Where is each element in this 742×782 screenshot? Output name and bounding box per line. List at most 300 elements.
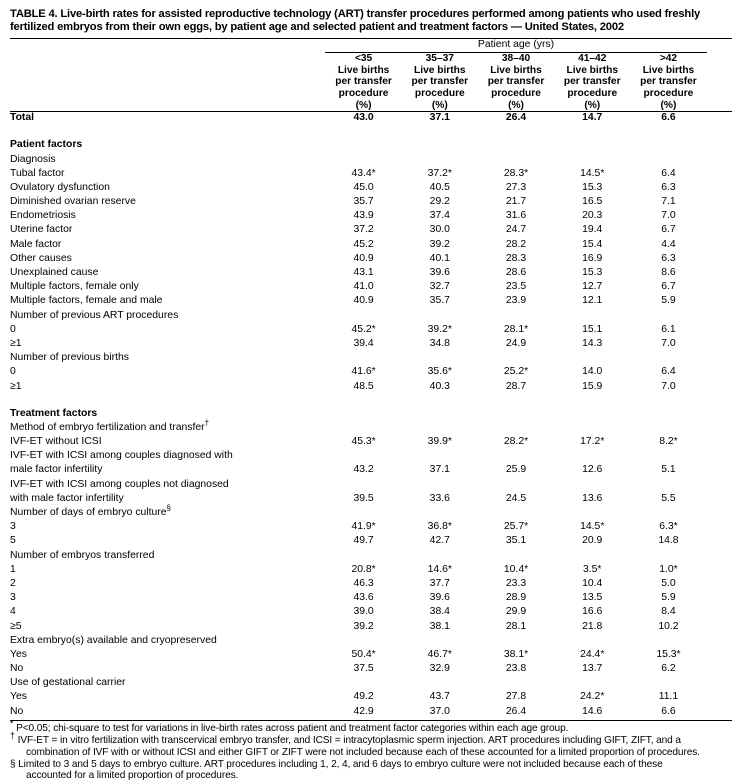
column-header-1 [402, 53, 478, 111]
table-row [10, 691, 732, 705]
row-pad [707, 691, 732, 705]
cell-value: 12.7 [582, 281, 603, 293]
cell-value: 41.6* [351, 366, 376, 378]
table-row [10, 324, 732, 338]
col0-line2: per transfer [335, 76, 392, 88]
cell-value [325, 422, 401, 436]
row-label-part2: male factor infertility [10, 464, 103, 476]
row-pad [707, 649, 732, 663]
cell-value [325, 479, 401, 493]
cell-value: 15.3* [656, 648, 681, 660]
cell-value: 39.2 [353, 620, 374, 632]
cell-value: 43.0 [353, 112, 374, 124]
cell-value [402, 310, 478, 324]
cell-value: 28.6 [505, 267, 527, 279]
cell-value: 39.2* [427, 323, 452, 335]
col0-line4: (%) [355, 99, 372, 111]
cell-value: 15.9 [582, 380, 603, 392]
cell-value: 7.0 [661, 337, 676, 349]
cell-value: 38.1* [503, 648, 529, 660]
col4-age: >42 [659, 53, 678, 65]
row-pad [707, 324, 732, 338]
cell-value: 23.9 [505, 295, 527, 307]
cell-value [478, 154, 554, 168]
col1-age: 35–37 [425, 53, 454, 65]
group-heading: Number of previous ART procedures [10, 309, 179, 321]
col4-line4: (%) [660, 99, 677, 111]
cell-value [325, 139, 401, 153]
cell-value: 43.4* [351, 167, 376, 179]
row-label-part1: IVF-ET with ICSI among couples not diagnosed [10, 478, 229, 490]
group-heading: Use of gestational carrier [10, 677, 126, 689]
cell-value: 17.2* [580, 436, 605, 448]
row-label: 2 [10, 577, 16, 589]
row-label: 4 [10, 606, 16, 618]
cell-value: 19.4 [582, 224, 603, 236]
cell-value [402, 154, 478, 168]
cell-value [630, 310, 706, 324]
row-label: Male factor [10, 238, 62, 250]
row-pad [707, 507, 732, 521]
cell-value: 8.6 [661, 267, 676, 279]
table-row [10, 663, 732, 677]
table-row-total [10, 112, 732, 126]
cell-value [630, 422, 706, 436]
row-pad [707, 182, 732, 196]
row-label: 3 [10, 521, 16, 533]
cell-value: 23.8 [505, 663, 527, 675]
cell-value: 35.7 [429, 295, 450, 307]
footnotes [10, 718, 732, 782]
cell-value: 39.5 [353, 492, 374, 504]
cell-value: 41.0 [353, 281, 374, 293]
cell-value: 8.2* [659, 436, 678, 448]
row-label: 0 [10, 366, 16, 378]
cell-value [630, 450, 706, 464]
cell-value: 40.9 [353, 295, 374, 307]
cell-value: 6.3 [661, 181, 676, 193]
cell-value: 6.3* [659, 521, 678, 533]
col2-line4: (%) [508, 99, 524, 111]
cell-value: 43.2 [353, 464, 374, 476]
cell-value: 41.9* [351, 521, 376, 533]
cell-value: 37.2* [427, 167, 452, 179]
table-row [10, 649, 732, 663]
cell-value: 37.7 [429, 577, 450, 589]
row-pad [707, 479, 732, 493]
cell-value: 11.1 [658, 691, 679, 703]
row-label: No [10, 663, 24, 675]
section-heading: Treatment factors [10, 407, 98, 419]
cell-value [478, 507, 554, 521]
cell-value [478, 352, 554, 366]
table-row [10, 253, 732, 267]
cell-value: 6.2 [661, 663, 676, 675]
row-pad [707, 422, 732, 436]
row-pad [707, 224, 732, 238]
table-row [10, 381, 732, 395]
cell-value: 6.6 [661, 705, 676, 717]
footnote [10, 718, 732, 735]
cell-value: 43.9 [353, 210, 374, 222]
cell-value: 32.7 [429, 281, 450, 293]
cell-value: 37.5 [353, 663, 374, 675]
row-pad [707, 521, 732, 535]
row-label: ≥1 [10, 380, 22, 392]
cell-value [478, 139, 554, 153]
cell-value [478, 677, 554, 691]
cell-value: 35.7 [353, 196, 374, 208]
cell-value [554, 422, 630, 436]
cell-value: 21.8 [582, 620, 603, 632]
col4-line1: Live births [642, 64, 695, 76]
cell-value: 23.5 [505, 281, 527, 293]
cell-value [478, 422, 554, 436]
col2-line1: Live births [490, 64, 542, 76]
section-heading-row [10, 408, 732, 422]
cell-value: 49.2 [353, 691, 374, 703]
footnote-text: Limited to 3 and 5 days to embryo culture. ART procedures including 1, 2, 4, and 6 days to embryo culture were not included because each of these [15, 758, 663, 770]
row-pad [707, 550, 732, 564]
cell-value: 24.5 [505, 492, 527, 504]
row-label: No [10, 705, 24, 717]
row-label: Unexplained cause [10, 267, 99, 279]
row-pad [707, 564, 732, 578]
cell-value [325, 507, 401, 521]
cell-value: 37.1 [429, 464, 450, 476]
cell-value [554, 635, 630, 649]
cell-value [402, 352, 478, 366]
row-label: Yes [10, 648, 27, 660]
group-heading-row [10, 635, 732, 649]
group-heading: Method of embryo fertilization and transfer† [10, 418, 210, 433]
table-body [10, 112, 732, 720]
row-label: 0 [10, 323, 16, 335]
cell-value [478, 479, 554, 493]
cell-value: 5.0 [661, 577, 676, 589]
cell-value: 33.6 [429, 492, 450, 504]
footnote-text-continued: accounted for a limited proportion of procedures. [26, 770, 239, 782]
cell-value: 6.4 [661, 167, 676, 179]
cell-value: 30.0 [429, 224, 450, 236]
cell-value: 39.9* [427, 436, 452, 448]
cell-value [402, 479, 478, 493]
cell-value: 7.0 [661, 380, 676, 392]
cell-value: 38.4 [429, 606, 450, 618]
table-row [10, 592, 732, 606]
row-pad [707, 168, 732, 182]
cell-value: 20.3 [582, 210, 603, 222]
group-heading: Number of days of embryo culture§ [10, 503, 171, 519]
row-label: IVF-ET without ICSI [10, 436, 102, 448]
row-pad [707, 450, 732, 464]
spanner-row [10, 39, 732, 51]
row-pad [707, 352, 732, 366]
cell-value: 46.3 [353, 577, 374, 589]
cell-value [402, 422, 478, 436]
group-heading-row [10, 352, 732, 366]
cell-value [630, 677, 706, 691]
cell-value: 5.1 [661, 464, 676, 476]
cell-value: 45.2* [351, 323, 376, 335]
table-row [10, 493, 732, 507]
cell-value: 26.4 [505, 705, 527, 717]
cell-value: 6.4 [661, 366, 676, 378]
table-bottom-rule [10, 720, 732, 721]
group-heading: Extra embryo(s) available and cryopreserved [10, 634, 217, 646]
cell-value [554, 450, 630, 464]
cell-value [325, 550, 401, 564]
row-pad [707, 112, 732, 126]
cell-value: 15.3 [582, 267, 603, 279]
cell-value: 14.8 [658, 535, 679, 547]
row-label: ≥5 [10, 620, 22, 632]
row-label: Ovulatory dysfunction [10, 181, 110, 193]
table-row [10, 338, 732, 352]
cell-value: 45.3* [351, 436, 376, 448]
column-header-4 [630, 53, 706, 111]
cell-value: 39.6 [429, 592, 450, 604]
column-header-0 [325, 53, 401, 111]
row-pad [707, 154, 732, 168]
table-row [10, 267, 732, 281]
cell-value: 10.2 [658, 620, 679, 632]
cell-value: 6.6 [661, 112, 676, 124]
row-label: Multiple factors, female and male [10, 295, 163, 307]
section-gap [10, 395, 732, 408]
cell-value: 16.6 [582, 606, 603, 618]
column-header-3 [554, 53, 630, 111]
table-row [10, 521, 732, 535]
row-pad [707, 310, 732, 324]
cell-value [630, 479, 706, 493]
cell-value: 28.7 [505, 380, 527, 392]
cell-value [554, 352, 630, 366]
row-pad [707, 295, 732, 309]
column-header-blank [10, 53, 325, 111]
cell-value: 24.2* [580, 691, 605, 703]
col3-line4: (%) [584, 99, 601, 111]
col3-age: 41–42 [578, 53, 607, 65]
cell-value [402, 408, 478, 422]
table-row [10, 168, 732, 182]
row-label: Yes [10, 691, 27, 703]
cell-value: 42.9 [353, 705, 374, 717]
table-row [10, 224, 732, 238]
spacer-cell [10, 395, 732, 408]
row-pad [707, 253, 732, 267]
col1-line1: Live births [414, 64, 466, 76]
cell-value: 3.5* [582, 563, 602, 575]
cell-value: 16.9 [582, 252, 603, 264]
cell-value: 8.4 [661, 606, 676, 618]
cell-value: 27.3 [505, 181, 527, 193]
cell-value [325, 154, 401, 168]
col2-age: 38–40 [501, 53, 531, 65]
table-row-wrap [10, 479, 732, 493]
cell-value: 24.7 [505, 224, 527, 236]
cell-value: 14.0 [582, 366, 603, 378]
column-header-row [10, 53, 732, 111]
cell-value: 29.9 [505, 606, 527, 618]
cell-value: 28.1* [503, 323, 529, 335]
col0-line3: procedure [338, 87, 389, 99]
table-row [10, 239, 732, 253]
row-label: ≥1 [10, 337, 22, 349]
row-label: Diminished ovarian reserve [10, 196, 136, 208]
row-label: Multiple factors, female only [10, 281, 139, 293]
cell-value: 39.6 [429, 267, 450, 279]
group-heading-row [10, 422, 732, 436]
cell-value: 16.5 [582, 196, 603, 208]
cell-value [554, 677, 630, 691]
cell-value: 12.6 [582, 464, 603, 476]
cell-value: 13.5 [582, 592, 603, 604]
cell-value: 14.6* [427, 563, 452, 575]
row-label: Uterine factor [10, 224, 73, 236]
footnote-text: IVF-ET = in vitro fertilization with transcervical embryo transfer, and ICSI = intracytoplasmic sperm injection. ART procedures including GIFT, ZIFT, and a [14, 734, 681, 746]
row-pad [707, 578, 732, 592]
cell-value [630, 507, 706, 521]
footnote [10, 730, 732, 759]
cell-value: 25.7* [503, 521, 529, 533]
row-pad [707, 267, 732, 281]
cell-value: 28.2 [505, 238, 527, 250]
column-header-2 [478, 53, 554, 111]
cell-value: 20.9 [582, 535, 603, 547]
cell-value [325, 450, 401, 464]
cell-value: 14.3 [582, 337, 603, 349]
cell-value: 10.4* [503, 563, 529, 575]
cell-value [554, 154, 630, 168]
cell-value [630, 635, 706, 649]
footnote-text-continued: combination of IVF with or without ICSI and either GIFT or ZIFT were not included because each of these accounted for a limited proportion of procedures. [26, 746, 700, 758]
table-row [10, 578, 732, 592]
row-pad [707, 408, 732, 422]
cell-value: 10.4 [582, 577, 603, 589]
cell-value: 45.2 [353, 238, 374, 250]
row-label: Tubal factor [10, 167, 65, 179]
col2-line2: per transfer [487, 76, 545, 88]
table-row [10, 196, 732, 210]
row-pad [707, 338, 732, 352]
row-pad [707, 210, 732, 224]
footnote [10, 759, 732, 782]
cell-value: 43.6 [353, 592, 374, 604]
cell-value: 20.8* [351, 563, 376, 575]
row-pad [707, 635, 732, 649]
cell-value [478, 635, 554, 649]
table-row [10, 621, 732, 635]
cell-value: 5.9 [661, 295, 676, 307]
cell-value: 37.4 [429, 210, 450, 222]
cell-value: 13.6 [582, 492, 603, 504]
cell-value: 23.3 [505, 577, 527, 589]
footnote-symbol: * [10, 718, 14, 729]
cell-value [402, 507, 478, 521]
cell-value: 15.1 [582, 323, 603, 335]
group-heading-row [10, 677, 732, 691]
row-label-total: Total [10, 112, 35, 124]
table-row [10, 606, 732, 620]
cell-value [554, 139, 630, 153]
cell-value: 39.4 [353, 337, 374, 349]
table-row [10, 464, 732, 478]
group-heading: Diagnosis [10, 153, 56, 165]
col1-line3: procedure [414, 87, 465, 99]
cell-value: 40.3 [429, 380, 450, 392]
page-title: TABLE 4. Live-birth rates for assisted reproductive technology (ART) transfer procedures performed among patients who used freshly fertilized embryos from their own eggs, by patient age and selected patient and treatment factors — United States, 2002 [10, 8, 701, 34]
row-label-part1: IVF-ET with ICSI among couples diagnosed with [10, 450, 233, 462]
group-heading: Number of previous births [10, 352, 129, 364]
cell-value: 6.3 [661, 252, 676, 264]
cell-value: 7.0 [661, 210, 676, 222]
cell-value [402, 677, 478, 691]
cell-value: 42.7 [429, 535, 450, 547]
table-row [10, 366, 732, 380]
cell-value [630, 352, 706, 366]
cell-value: 48.5 [353, 380, 374, 392]
cell-value [478, 408, 554, 422]
cell-value [554, 310, 630, 324]
row-label: 1 [10, 563, 16, 575]
cell-value: 24.4* [580, 648, 605, 660]
footnote-symbol: § [10, 758, 16, 770]
group-heading-row [10, 154, 732, 168]
row-pad [707, 677, 732, 691]
cell-value [478, 550, 554, 564]
cell-value [402, 550, 478, 564]
cell-value [478, 450, 554, 464]
cell-value [630, 139, 706, 153]
cell-value: 45.0 [353, 181, 374, 193]
cell-value [402, 635, 478, 649]
cell-value [325, 677, 401, 691]
cell-value: 14.5* [580, 167, 605, 179]
col0-line1: Live births [337, 64, 390, 76]
footnote-text: P<0.05; chi-square to test for variations in live-birth rates across patient and treatment factor categories within each age group. [13, 722, 569, 734]
table-row [10, 535, 732, 549]
cell-value [554, 408, 630, 422]
row-label: 3 [10, 592, 16, 604]
cell-value: 24.9 [505, 337, 527, 349]
row-pad [707, 621, 732, 635]
row-label-part2: with male factor infertility [10, 492, 124, 504]
row-label: 5 [10, 535, 16, 547]
cell-value [630, 550, 706, 564]
cell-value [325, 352, 401, 366]
col3-line1: Live births [566, 64, 618, 76]
cell-value [554, 507, 630, 521]
cell-value: 28.1 [505, 620, 527, 632]
cell-value: 14.7 [582, 112, 603, 124]
row-pad [707, 139, 732, 153]
cell-value: 37.1 [429, 112, 450, 124]
cell-value: 1.0* [659, 563, 678, 575]
spacer-cell [10, 126, 732, 139]
cell-value: 14.5* [580, 521, 605, 533]
cell-value: 15.4 [582, 238, 603, 250]
col1-line4: (%) [431, 99, 448, 111]
art-livebirth-rates-table [10, 39, 732, 112]
cell-value: 46.7* [427, 648, 452, 660]
table-row [10, 281, 732, 295]
table-row [10, 295, 732, 309]
cell-value: 40.5 [429, 181, 450, 193]
row-label: Other causes [10, 252, 72, 264]
cell-value: 28.3* [503, 167, 529, 179]
cell-value [630, 154, 706, 168]
